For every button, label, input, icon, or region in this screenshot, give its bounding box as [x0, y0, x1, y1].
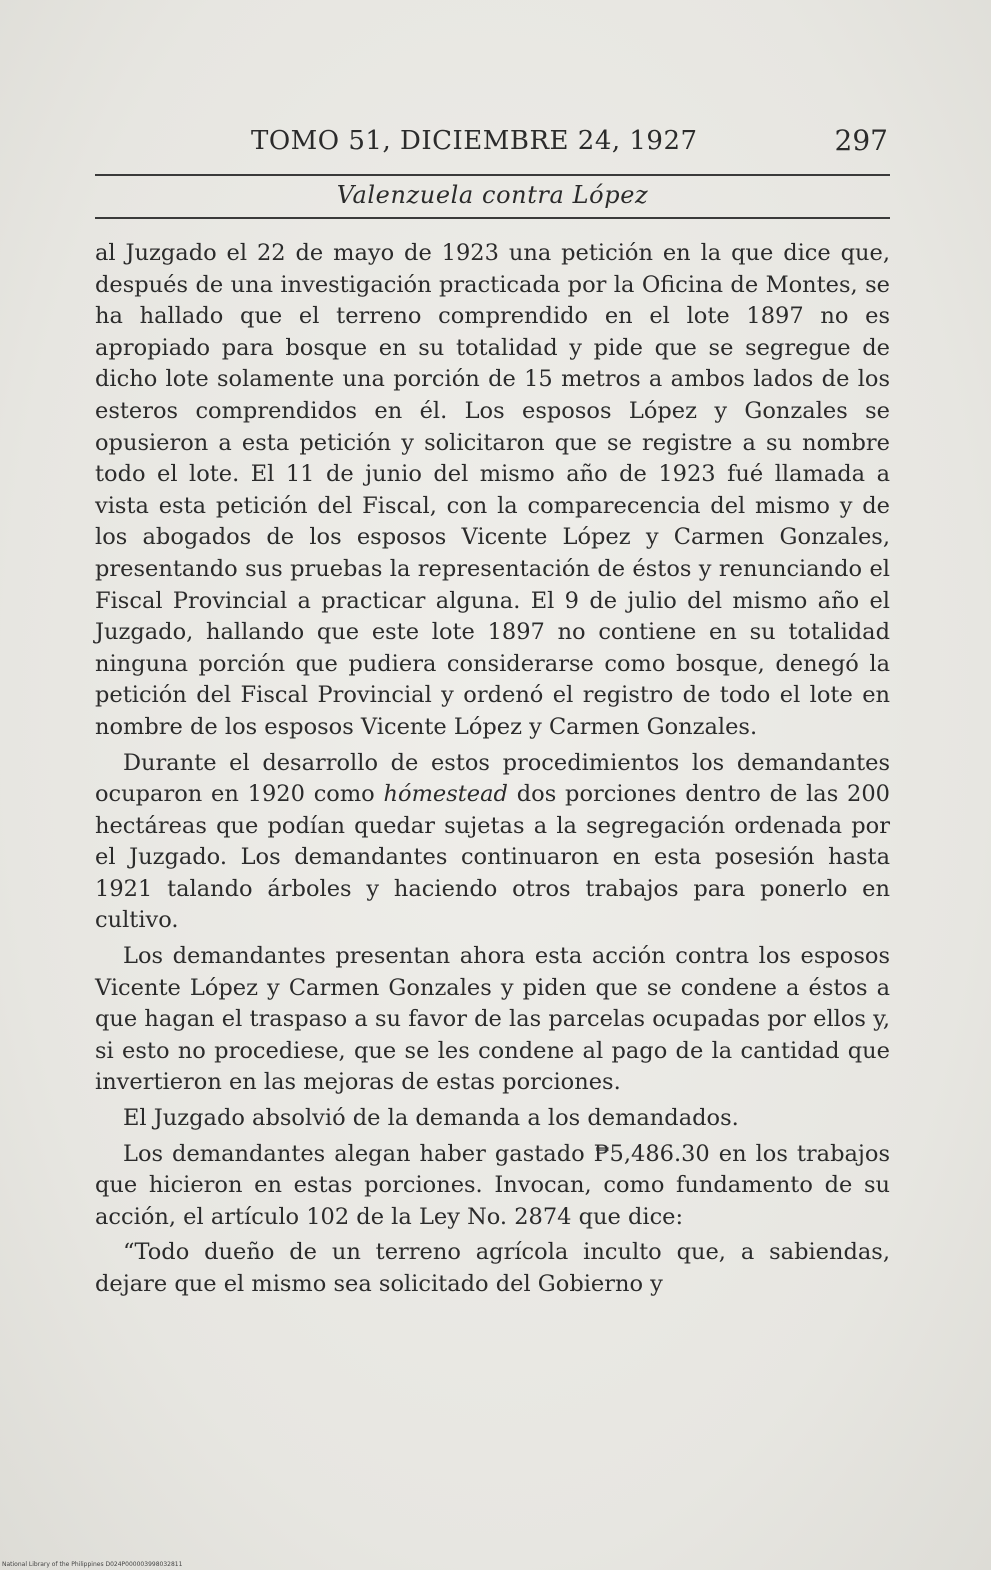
- homestead-term: hómestead: [383, 781, 508, 808]
- page-number: 297: [834, 124, 888, 157]
- body-text: [95, 238, 890, 1301]
- paragraph-2: [95, 748, 890, 938]
- running-title: TOMO 51, DICIEMBRE 24, 1927: [251, 126, 698, 156]
- paragraph-5: Los demandantes alegan haber gastado ₱5,486.30 en los trabajos que hicieron en estas porciones. Invocan, como fundamento de su acción, el artículo 102 de la Ley No. 2874 que dice:: [95, 1140, 890, 1230]
- header-rule-top: [95, 174, 890, 176]
- paragraph-6-quote: “Todo dueño de un terreno agrícola inculto que, a sabiendas, dejare que el mismo sea solicitado del Gobierno y: [95, 1239, 890, 1297]
- paragraph-1: al Juzgado el 22 de mayo de 1923 una petición en la que dice que, después de una investigación practicada por la Oficina de Montes, se ha hallado que el terreno comprendido en el lote 1897 no es apropiado para bosque en su totalidad y pide que se segregue de dicho lote solamente una porción de 15 metros a ambos lados de los esteros comprendidos en él. Los esposos López y Gonzales se opusieron a esta petición y solicitaron que se registre a su nombre todo el lote. El 11 de junio del mismo año de 1923 fué llamada a vista esta petición del Fiscal, con la comparecencia del mismo y de los abogados de los esposos Vicente López y Carmen Gonzales, presentando sus pruebas la representación de éstos y renunciando el Fiscal Provincial a practicar alguna. El 9 de julio del mismo año el Juzgado, hallando que este lote 1897 no contiene en su totalidad ninguna porción que pudiera considerarse como bosque, denegó la petición del Fiscal Provincial y ordenó el registro de todo el lote en nombre de los esposos Vicente López y Carmen Gonzales.: [95, 240, 890, 740]
- header-rule-bottom: [95, 217, 890, 219]
- paragraph-3: Los demandantes presentan ahora esta acción contra los esposos Vicente López y Carmen Gonzales y piden que se condene a éstos a que hagan el traspaso a su favor de las parcelas ocupadas por ellos y, si esto no procediese, que se les condene al pago de la cantidad que invertieron en las mejoras de estas porciones.: [95, 943, 890, 1096]
- library-stamp: National Library of the Philippines D024P000003998032811: [2, 1561, 183, 1568]
- paragraph-4: El Juzgado absolvió de la demanda a los demandados.: [123, 1105, 739, 1132]
- paragraph-2-part-2: dos porciones dentro de las 200 hectáreas que podían quedar sujetas a la segregación ordenada por el Juzgado. Los demandantes continuaron en esta posesión hasta 1921 talando árboles y haciendo otros trabajos para ponerlo en cultivo.: [95, 781, 890, 934]
- page-header: [95, 122, 890, 162]
- case-title: Valenzuela contra López: [336, 181, 649, 209]
- paragraph-2-part-1: Durante el desarrollo de estos procedimientos los demandantes ocuparon en 1920 como: [95, 749, 890, 808]
